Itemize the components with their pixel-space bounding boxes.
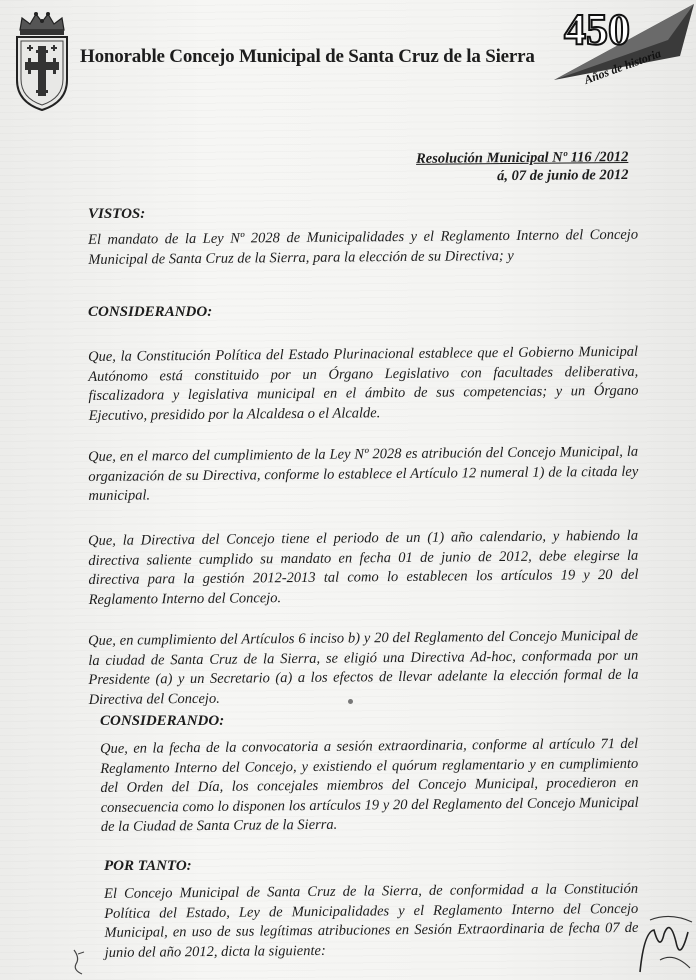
considerando-2-paragraph-1: Que, en la fecha de la convocatoria a sesión extraordinaria, conforme al artículo 71 del Reglamento Interno del Concejo, y existiendo el quórum reglamentario y en cumplimiento del Orden del Día, los concejales miembros del Concejo Municipal, procedieron en consecuencia como lo disponen los artículos 19 y 20 del Reglamento del Concejo Municipal de la Ciudad de Santa Cruz de la Sierra. (100, 735, 639, 835)
anniversary-tagline: Años de historia (582, 46, 663, 87)
considerando-1-paragraph-2: Que, en el marco del cumplimiento de la Ley Nº 2028 es atribución del Concejo Municipal, la organización de su Directiva, conforme lo establece el Artículo 12 numeral 1) de la citada ley municipal. (88, 443, 639, 504)
por-tanto-heading: POR TANTO: (104, 858, 192, 874)
considerando-1-paragraph-3: Que, la Directiva del Concejo tiene el periodo de un (1) año calendario, y habiendo la directiva saliente cumplido su mandato en fecha 01 de junio de 2012, debe elegirse la directiva para la gestión 2012-2013 tal como lo establecen los artículos 19 y 20 del Reglamento Interno del Concejo. (88, 527, 639, 608)
considerando-1-paragraph-1: Que, la Constitución Política del Estado Plurinacional establece que el Gobierno Municipal Autónomo está constituido por un Órgano Legislativo con facultades deliberativa, fiscalizadora y legislativa municipal en el ámbito de sus competencias; y un Órgano Ejecutivo, presidido por la Alcaldesa o el Alcalde. (88, 343, 639, 424)
por-tanto-paragraph: El Concejo Municipal de Santa Cruz de la Sierra, de conformidad a la Constitución Política del Estado, Ley de Municipalidades y el Reglamento Interno del Concejo Municipal, en uso de sus legítimas atribuciones en Sesión Extraordinaria de fecha 07 de junio del año 2012, dicta la siguiente: (104, 880, 639, 961)
considerando-heading-2: CONSIDERANDO: (100, 713, 225, 729)
considerando-1-paragraph-4: Que, en cumplimiento del Artículos 6 inciso b) y 20 del Reglamento del Concejo Municipal de la ciudad de Santa Cruz de la Sierra, se eligió una Directiva Ad-hoc, conformada por un Presidente (a) y un Secretario (a) a los efectos de llevar adelante la elección formal de la Directiva del Concejo. (88, 627, 639, 708)
speck-mark (348, 699, 353, 704)
vistos-heading: VISTOS: (88, 206, 146, 222)
considerando-heading-1: CONSIDERANDO: (88, 304, 213, 320)
resolution-header (416, 148, 629, 186)
handwritten-margin-mark (70, 948, 90, 976)
anniversary-450-logo (548, 0, 696, 104)
vistos-paragraph: El mandato de la Ley Nº 2028 de Municipalidades y el Reglamento Interno del Concejo Municipal de Santa Cruz de la Sierra, para la elección de su Directiva; y (88, 226, 639, 268)
coat-of-arms-crest (12, 10, 72, 114)
anniversary-number: 450 (564, 5, 630, 54)
council-title: Honorable Concejo Municipal de Santa Cruz de la Sierra (80, 46, 535, 67)
resolution-date: á, 07 de junio de 2012 (496, 166, 629, 185)
handwritten-signature (630, 912, 696, 980)
resolution-number: Resolución Municipal Nº 116 /2012 (415, 148, 629, 167)
